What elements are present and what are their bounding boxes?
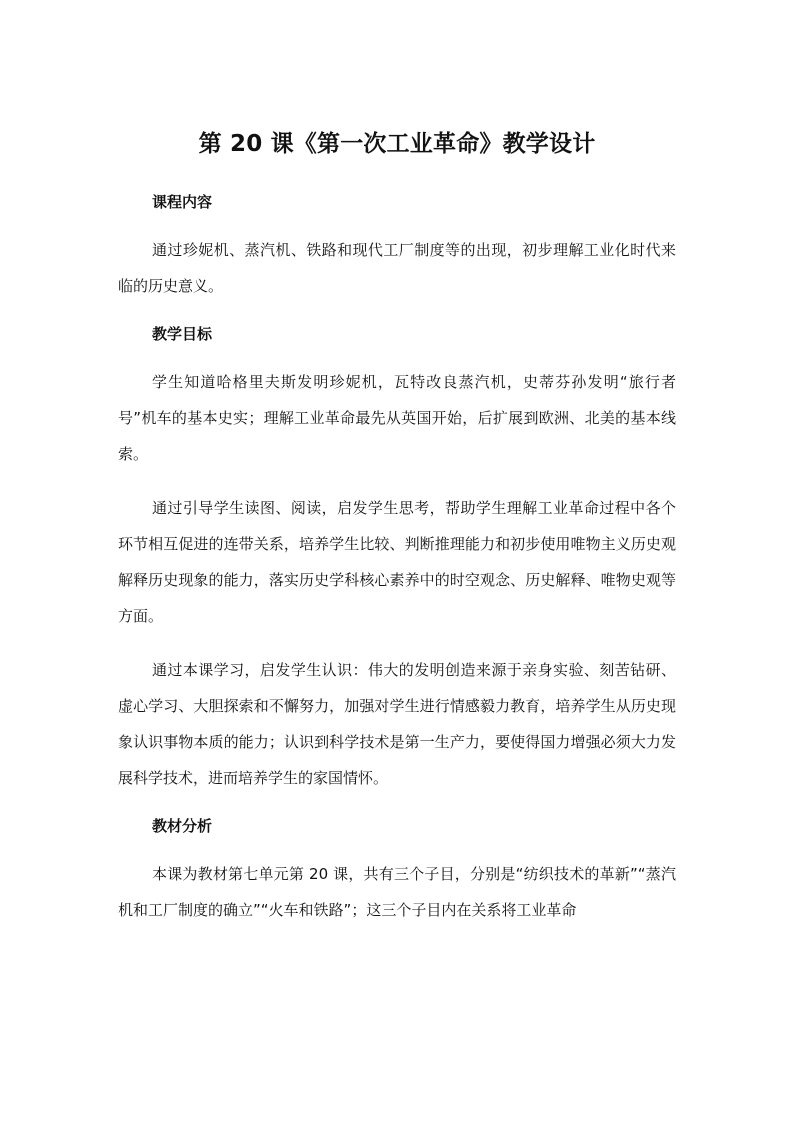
section-heading-textbook-analysis: 教材分析: [152, 817, 213, 835]
section-heading-course-content: 课程内容: [152, 193, 213, 211]
document-title: 第 20 课《第一次工业革命》教学设计: [198, 131, 596, 157]
paragraph-course-content: 通过珍妮机、蒸汽机、铁路和现代工厂制度等的出现，初步理解工业化时代来临的历史意义。: [118, 241, 676, 295]
paragraph-textbook-analysis: 本课为教材第七单元第 20 课，共有三个子目，分别是“纺织技术的革新”“蒸汽机和工厂制度的确立”“火车和铁路”；这三个子目内在关系将工业革命: [118, 865, 676, 919]
spacer: [118, 304, 676, 316]
section-heading-teaching-goals: 教学目标: [152, 325, 213, 343]
paragraph-knowledge-goal: 学生知道哈格里夫斯发明珍妮机，瓦特改良蒸汽机，史蒂芬孙发明“旅行者号”机车的基本史实；理解工业革命最先从英国开始，后扩展到欧洲、北美的基本线索。: [118, 373, 676, 463]
spacer: [118, 472, 676, 490]
paragraph-ability-goal: 通过引导学生读图、阅读，启发学生思考，帮助学生理解工业革命过程中各个环节相互促进的连带关系，培养学生比较、判断推理能力和初步使用唯物主义历史观解释历史现象的能力，落实历史学科核心素养中的时空观念、历史解释、唯物史观等方面。: [118, 499, 676, 625]
spacer: [118, 352, 676, 364]
spacer: [118, 634, 676, 652]
paragraph-emotion-goal: 通过本课学习，启发学生认识：伟大的发明创造来源于亲身实验、刻苦钻研、虚心学习、大胆探索和不懈努力，加强对学生进行情感毅力教育，培养学生从历史现象认识事物本质的能力；认识到科学技术是第一生产力，要使得国力增强必须大力发展科学技术，进而培养学生的家国情怀。: [118, 661, 676, 787]
spacer: [118, 164, 676, 184]
spacer: [118, 220, 676, 232]
spacer: [118, 796, 676, 808]
spacer: [118, 844, 676, 856]
